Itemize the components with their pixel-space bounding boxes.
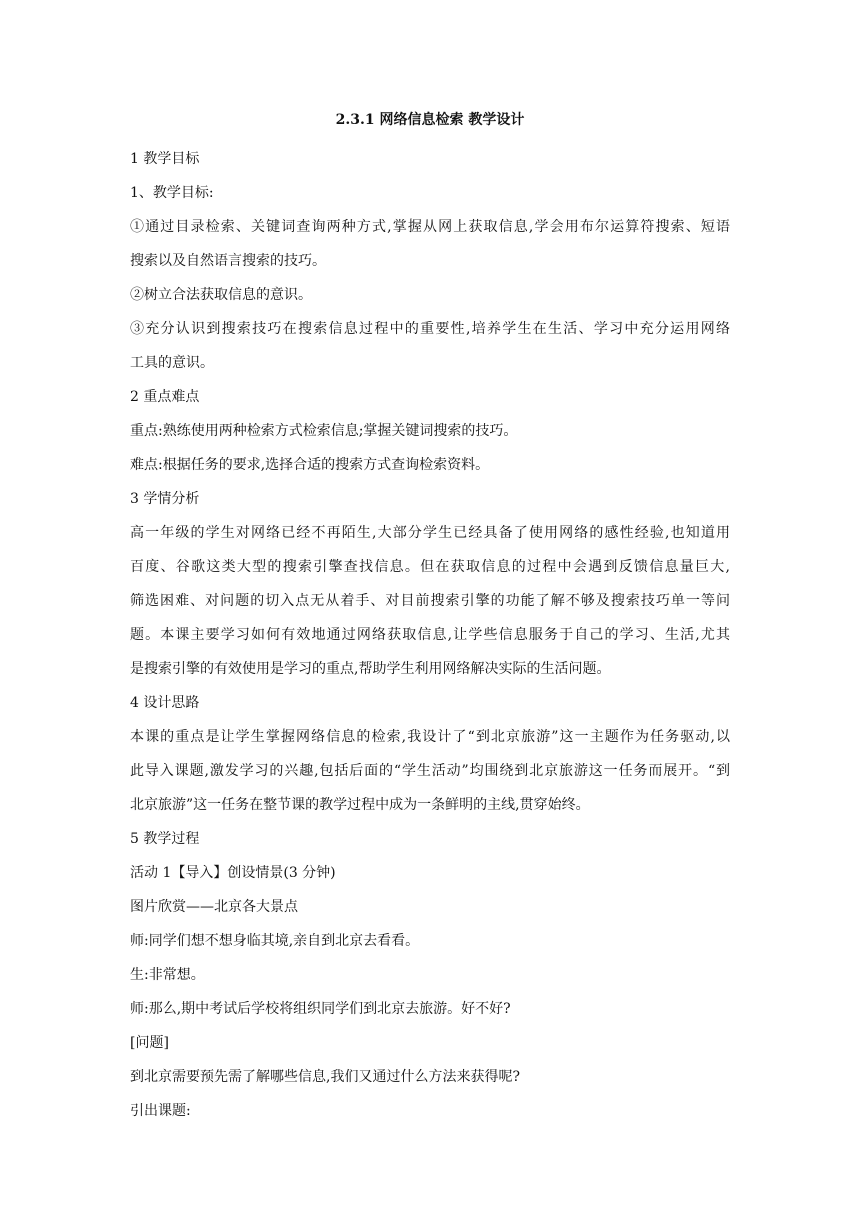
paragraph	[130, 278, 730, 312]
text-line: 百度、谷歌这类大型的搜索引擎查找信息。但在获取信息的过程中会遇到反馈信息量巨大,	[130, 559, 730, 575]
text-line: [问题]	[130, 1035, 169, 1051]
text-line: 师:同学们想不想身临其境,亲自到北京去看看。	[130, 933, 420, 949]
paragraph	[130, 1094, 730, 1128]
text-line: 此导入课题,激发学习的兴趣,包括后面的“学生活动”均围绕到北京旅游这一任务而展开。“到	[130, 763, 730, 779]
text-line: ③充分认识到搜索技巧在搜索信息过程中的重要性,培养学生在生活、学习中充分运用网络	[130, 321, 730, 337]
paragraph	[130, 958, 730, 992]
text-line: 引出课题:	[130, 1103, 191, 1119]
text-line: 4 设计思路	[130, 695, 200, 711]
text-line: 北京旅游”这一任务在整节课的教学过程中成为一条鲜明的主线,贯穿始终。	[130, 797, 590, 813]
section-heading	[130, 142, 730, 176]
paragraph	[130, 414, 730, 448]
paragraph	[130, 312, 730, 380]
paragraph	[130, 856, 730, 890]
paragraph	[130, 448, 730, 482]
paragraph	[130, 1060, 730, 1094]
text-line: 重点:熟练使用两种检索方式检索信息;掌握关键词搜索的技巧。	[130, 423, 518, 439]
text-line: 难点:根据任务的要求,选择合适的搜索方式查询检索资料。	[130, 457, 490, 473]
text-line: 活动 1【导入】创设情景(3 分钟)	[130, 865, 336, 881]
text-line: 题。本课主要学习如何有效地通过网络获取信息,让学些信息服务于自己的学习、生活,尤其	[130, 627, 730, 643]
section-heading	[130, 686, 730, 720]
text-line: 5 教学过程	[130, 831, 200, 847]
section-heading	[130, 482, 730, 516]
text-line: 3 学情分析	[130, 491, 200, 507]
text-line: 是搜索引擎的有效使用是学习的重点,帮助学生利用网络解决实际的生活问题。	[130, 661, 611, 677]
text-line: 到北京需要预先需了解哪些信息,我们又通过什么方法来获得呢?	[130, 1069, 520, 1085]
paragraph	[130, 890, 730, 924]
text-line: 1、教学目标:	[130, 185, 214, 201]
text-line: ②树立合法获取信息的意识。	[130, 287, 312, 303]
document-title: 2.3.1 网络信息检索 教学设计	[335, 112, 525, 128]
section-heading	[130, 822, 730, 856]
text-line: 生:非常想。	[130, 967, 205, 983]
text-line: 图片欣赏——北京各大景点	[130, 899, 298, 915]
text-line: ①通过目录检索、关键词查询两种方式,掌握从网上获取信息,学会用布尔运算符搜索、短语	[130, 219, 730, 235]
paragraph	[130, 176, 730, 210]
paragraph	[130, 992, 730, 1026]
paragraph	[130, 720, 730, 822]
paragraph	[130, 1026, 730, 1060]
paragraph	[130, 210, 730, 278]
text-line: 筛选困难、对问题的切入点无从着手、对目前搜索引擎的功能了解不够及搜索技巧单一等问	[130, 593, 730, 609]
paragraph	[130, 924, 730, 958]
text-line: 2 重点难点	[130, 389, 200, 405]
paragraph	[130, 516, 730, 686]
text-line: 师:那么,期中考试后学校将组织同学们到北京去旅游。好不好?	[130, 1001, 511, 1017]
text-line: 1 教学目标	[130, 151, 200, 167]
section-heading	[130, 380, 730, 414]
text-line: 搜索以及自然语言搜索的技巧。	[130, 253, 326, 269]
text-line: 本课的重点是让学生掌握网络信息的检索,我设计了“到北京旅游”这一主题作为任务驱动,以	[130, 729, 730, 745]
text-line: 工具的意识。	[130, 355, 214, 371]
text-line: 高一年级的学生对网络已经不再陌生,大部分学生已经具备了使用网络的感性经验,也知道用	[130, 525, 730, 541]
